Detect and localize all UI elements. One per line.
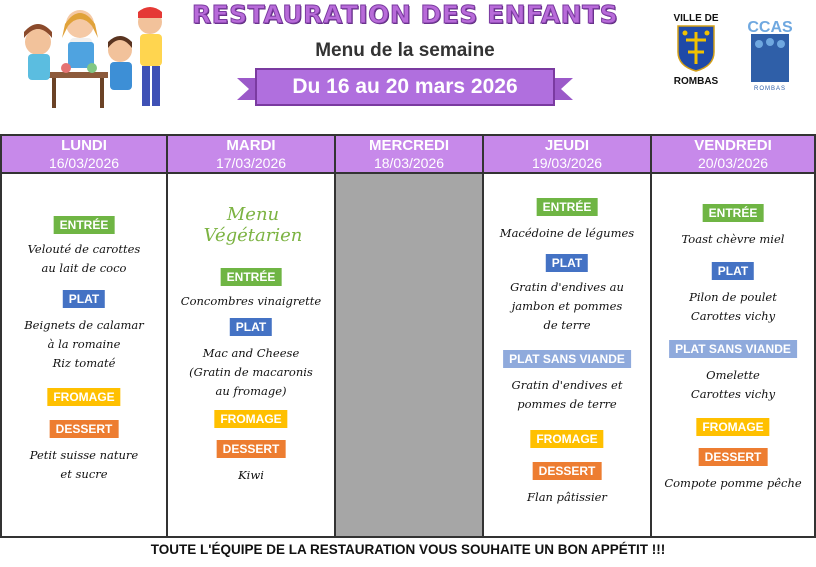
- page-subtitle: Menu de la semaine: [315, 40, 495, 61]
- day-date: 17/03/2026: [215, 155, 287, 171]
- children-eating-illustration: [8, 2, 174, 114]
- day-name: JEUDI: [544, 137, 590, 154]
- ccas-logo: [744, 14, 796, 97]
- entree-badge: ENTRÉE: [537, 198, 598, 216]
- dessert-dish: Petit suisse nature et sucre: [29, 448, 139, 481]
- entree-badge: ENTRÉE: [221, 268, 282, 286]
- ccas-town-text: ROMBAS: [753, 86, 787, 92]
- menu-grid: [0, 134, 816, 538]
- dessert-badge: DESSERT: [533, 462, 602, 480]
- footer-message: TOUTE L'ÉQUIPE DE LA RESTAURATION VOUS SOUHAITE UN BON APPÉTIT !!!: [150, 542, 666, 557]
- entree-badge: ENTRÉE: [703, 204, 764, 222]
- day-menu: [168, 174, 334, 538]
- plat-badge: PLAT: [230, 318, 272, 336]
- plat-sans-viande-badge: PLAT SANS VIANDE: [503, 350, 631, 368]
- plat-sans-viande-dish: Gratin d'endives et pommes de terre: [511, 378, 623, 411]
- plat-badge: PLAT: [546, 254, 588, 272]
- dessert-badge: DESSERT: [217, 440, 286, 458]
- ccas-name-text: CCAS: [747, 19, 793, 36]
- logo-ville-line2: ROMBAS: [673, 76, 719, 87]
- fromage-badge: FROMAGE: [47, 388, 120, 406]
- day-menu: [2, 174, 166, 538]
- day-column-mardi: [168, 134, 336, 538]
- day-menu: [652, 174, 814, 538]
- dessert-dish: Kiwi: [238, 468, 264, 482]
- ville-de-rombas-logo: [672, 14, 720, 87]
- day-name: MERCREDI: [368, 137, 449, 154]
- plat-sans-viande-dish: Omelette Carottes vichy: [690, 368, 776, 401]
- day-column-vendredi: [652, 134, 816, 538]
- coat-of-arms-icon: [676, 24, 716, 72]
- fromage-badge: FROMAGE: [696, 418, 769, 436]
- page-title: RESTAURATION DES ENFANTS: [191, 0, 619, 29]
- entree-dish: Toast chèvre miel: [681, 232, 785, 246]
- plat-sans-viande-badge: PLAT SANS VIANDE: [669, 340, 797, 358]
- period-banner: [255, 66, 555, 112]
- plat-dish: Pilon de poulet Carottes vichy: [689, 290, 777, 323]
- day-date: 18/03/2026: [373, 155, 445, 171]
- dessert-dish: Flan pâtissier: [527, 490, 607, 504]
- day-header: [652, 134, 814, 174]
- menu-vegetarien-label: Menu Végétarien: [203, 204, 303, 246]
- day-column-jeudi: [484, 134, 652, 538]
- day-menu: [484, 174, 650, 538]
- plat-dish: Mac and Cheese (Gratin de macaronis au fromage): [189, 346, 313, 398]
- day-header: [484, 134, 650, 174]
- day-column-lundi: [0, 134, 168, 538]
- logo-ville-line1: VILLE DE: [673, 13, 719, 24]
- dessert-badge: DESSERT: [50, 420, 119, 438]
- period-label: Du 16 au 20 mars 2026: [255, 68, 555, 106]
- day-header: [336, 134, 482, 174]
- day-date: 20/03/2026: [697, 155, 769, 171]
- fromage-badge: FROMAGE: [530, 430, 603, 448]
- day-name: VENDREDI: [694, 137, 772, 154]
- day-name: LUNDI: [61, 137, 107, 154]
- entree-badge: ENTRÉE: [54, 216, 115, 234]
- day-name: MARDI: [226, 137, 276, 154]
- plat-dish: Gratin d'endives au jambon et pommes de terre: [510, 280, 624, 332]
- entree-dish: Velouté de carottes au lait de coco: [27, 242, 141, 275]
- day-header: [2, 134, 166, 174]
- entree-dish: Macédoine de légumes: [499, 226, 635, 240]
- dessert-dish: Compote pomme pêche: [664, 476, 802, 490]
- day-date: 19/03/2026: [531, 155, 603, 171]
- plat-badge: PLAT: [63, 290, 105, 308]
- day-date: 16/03/2026: [48, 155, 120, 171]
- entree-dish: Concombres vinaigrette: [180, 294, 322, 308]
- ccas-emblem-icon: [745, 14, 795, 92]
- day-column-mercredi: [336, 134, 484, 538]
- plat-dish: Beignets de calamar à la romaine Riz tomaté: [24, 318, 144, 370]
- fromage-badge: FROMAGE: [214, 410, 287, 428]
- plat-badge: PLAT: [712, 262, 754, 280]
- dessert-badge: DESSERT: [699, 448, 768, 466]
- day-header: [168, 134, 334, 174]
- day-menu-closed: [336, 174, 482, 538]
